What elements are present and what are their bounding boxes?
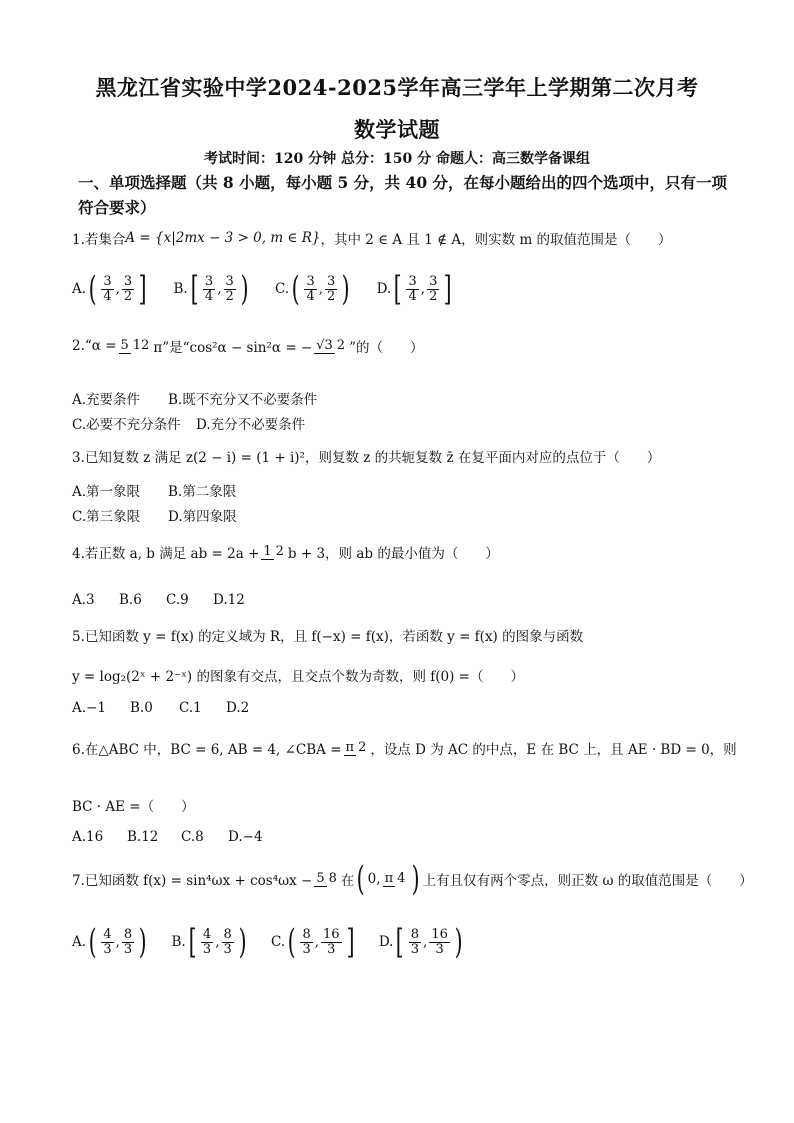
q7-middle: 在 — [340, 873, 355, 889]
q4-option-d: D.12 — [213, 592, 245, 608]
q1-options — [72, 269, 479, 309]
option-label: C. — [271, 934, 286, 950]
option-right-bracket: ] — [346, 922, 355, 962]
q7-zero: 0, — [367, 871, 381, 887]
q2-fraction — [119, 339, 152, 353]
option-left-bracket: ( — [88, 922, 97, 962]
q5-line2: y = log₂(2ˣ + 2⁻ˣ) 的图象有交点，且交点个数为奇数，则 f(0) =（ ） — [72, 669, 524, 685]
q6-prefix: 6.在△ABC 中，BC = 6, AB = 4, ∠CBA = — [72, 742, 342, 758]
option-right-bracket: ) — [240, 269, 249, 309]
option-right-bracket: ] — [138, 269, 147, 309]
exam-info: 考试时间：120 分钟 总分：150 分 命题人：高三数学备课组 — [204, 151, 590, 167]
option-label: D. — [378, 934, 394, 950]
q7-suffix: 上有且仅有两个零点，则正数 ω 的取值范围是（ ） — [422, 873, 753, 889]
option-comma: , — [423, 934, 428, 950]
option-upper-bound-den: 3 — [123, 941, 133, 957]
option-lower-bound-num: 4 — [202, 926, 212, 942]
q6-options — [72, 829, 263, 845]
option-lower-bound — [409, 928, 421, 957]
q4-suffix: b + 3，则 ab 的最小值为（ ） — [287, 546, 499, 562]
q1-option-c — [275, 269, 353, 309]
option-lower-bound-num: 8 — [302, 926, 311, 942]
option-left-bracket: [ — [393, 269, 402, 309]
option-upper-bound — [429, 928, 450, 957]
option-upper-bound-den: 2 — [123, 288, 133, 304]
option-comma: , — [115, 934, 120, 950]
q6-fraction — [344, 741, 369, 755]
option-lower-bound-den: 3 — [103, 941, 112, 957]
q5-option-b: B.0 — [130, 700, 153, 716]
q7-option-b — [171, 922, 249, 962]
option-comma: , — [217, 281, 222, 297]
q2-prefix: 2.“α = — [72, 338, 117, 354]
option-label: D. — [376, 281, 392, 297]
section-heading: 一、单项选择题（共 8 小题，每小题 5 分，共 40 分，在每小题给出的四个选项中，只有一项符合要求） — [78, 173, 728, 217]
option-left-bracket: [ — [190, 269, 199, 309]
q1-option-a — [72, 269, 149, 309]
option-upper-bound-num: 16 — [431, 926, 448, 942]
question-1 — [72, 228, 672, 248]
q2-option-a: A.充要条件 — [72, 392, 141, 408]
q1-option-d — [376, 269, 455, 309]
option-upper-bound-den: 3 — [327, 941, 336, 957]
option-label: A. — [72, 934, 87, 950]
option-lower-bound-den: 3 — [202, 941, 212, 957]
option-upper-bound-num: 8 — [123, 926, 133, 942]
q7-frac-num: 5 — [316, 871, 325, 886]
q4-fraction — [261, 545, 286, 559]
question-5-line2 — [72, 665, 524, 685]
q6-option-b: B.12 — [127, 829, 159, 845]
option-upper-bound — [325, 275, 337, 304]
option-lower-bound-den: 3 — [302, 941, 311, 957]
q5-option-c: C.1 — [179, 700, 202, 716]
option-upper-bound-den: 3 — [435, 941, 444, 957]
option-label: B. — [171, 934, 186, 950]
q3-option-d: D.第四象限 — [168, 509, 237, 525]
q4-frac-den: 2 — [275, 544, 284, 559]
option-upper-bound — [222, 928, 234, 957]
option-upper-bound-den: 2 — [429, 288, 438, 304]
option-label: B. — [173, 281, 188, 297]
q2-option-d: D.充分不必要条件 — [196, 417, 306, 433]
option-left-bracket: [ — [396, 922, 405, 962]
option-comma: , — [314, 934, 320, 950]
option-right-bracket: ) — [238, 922, 247, 962]
q7-option-d — [378, 922, 465, 962]
q7-option-c — [271, 922, 357, 962]
option-left-bracket: ( — [88, 269, 97, 309]
q4-options — [72, 592, 245, 608]
q7-frac-den: 8 — [328, 871, 337, 886]
option-lower-bound-num: 8 — [410, 926, 420, 942]
option-right-bracket: ] — [443, 269, 452, 309]
option-upper-bound-num: 16 — [323, 926, 340, 942]
q6-frac-den: 2 — [358, 740, 367, 755]
question-7 — [72, 859, 753, 899]
q3-options-row1 — [72, 480, 236, 500]
q7-left-paren: ( — [357, 859, 366, 899]
option-upper-bound-num: 3 — [327, 273, 336, 289]
option-upper-bound — [321, 928, 342, 957]
option-label: A. — [72, 281, 87, 297]
option-upper-bound-num: 8 — [223, 926, 232, 942]
q6-frac-num: π — [345, 740, 355, 755]
question-4 — [72, 542, 499, 562]
option-lower-bound-den: 4 — [103, 288, 112, 304]
exam-subtitle: 数学试题 — [354, 117, 440, 142]
q2-option-c: C.必要不充分条件 — [72, 417, 181, 433]
option-left-bracket: ( — [291, 269, 300, 309]
q3-option-a: A.第一象限 — [72, 484, 141, 500]
option-lower-bound-den: 4 — [306, 288, 315, 304]
q2-option-b: B.既不充分又不必要条件 — [168, 392, 318, 408]
q5-option-a: A.−1 — [72, 700, 106, 716]
q2-sqrt-den: 2 — [336, 338, 346, 353]
question-6 — [72, 738, 737, 758]
q2-sqrt-num: √3 — [316, 338, 333, 353]
option-comma: , — [318, 281, 324, 297]
question-6-line2 — [72, 795, 195, 815]
q2-suffix: ”的（ ） — [349, 340, 424, 356]
q4-frac-num: 1 — [263, 544, 272, 559]
option-lower-bound-den: 3 — [410, 941, 420, 957]
option-upper-bound — [427, 275, 439, 304]
q4-prefix: 4.若正数 a, b 满足 ab = 2a + — [72, 546, 260, 562]
option-left-bracket: [ — [188, 922, 197, 962]
q7-fraction — [314, 872, 339, 886]
q1-option-b — [173, 269, 251, 309]
q3-option-c: C.第三象限 — [72, 509, 141, 525]
option-lower-bound — [101, 275, 113, 304]
option-upper-bound-den: 3 — [223, 941, 232, 957]
q5-options — [72, 700, 249, 716]
option-comma: , — [115, 281, 120, 297]
q2-options-row1 — [72, 388, 317, 408]
q2-middle: π”是“cos²α − sin²α = − — [153, 340, 313, 356]
q6-option-a: A.16 — [72, 829, 104, 845]
option-upper-bound-den: 2 — [327, 288, 336, 304]
option-comma: , — [420, 281, 426, 297]
q7-int-den: 4 — [397, 871, 406, 886]
q6-option-d: D.−4 — [228, 829, 263, 845]
option-lower-bound — [406, 275, 418, 304]
q3-options-row2 — [72, 505, 237, 525]
q1-text: ，其中 2 ∈ A 且 1 ∉ A，则实数 m 的取值范围是（ ） — [320, 232, 672, 248]
exam-title: 黑龙江省实验中学2024-2025学年高三学年上学期第二次月考 — [95, 75, 699, 100]
q1-set: A = {x|2mx − 3 > 0, m ∈ R} — [125, 230, 321, 246]
question-3 — [72, 446, 660, 466]
option-lower-bound-den: 4 — [408, 288, 417, 304]
option-comma: , — [215, 934, 220, 950]
option-lower-bound — [201, 928, 213, 957]
q1-prefix: 1.若集合 — [72, 232, 126, 248]
q7-right-paren: ) — [412, 859, 421, 899]
option-left-bracket: ( — [287, 922, 296, 962]
q6-line2: BC · AE =（ ） — [72, 799, 195, 815]
option-right-bracket: ) — [454, 922, 463, 962]
q5-line1: 5.已知函数 y = f(x) 的定义域为 R，且 f(−x) = f(x)，若函数 y = f(x) 的图象与函数 — [72, 629, 584, 645]
option-upper-bound-num: 3 — [429, 273, 438, 289]
q4-option-c: C.9 — [166, 592, 189, 608]
q7-prefix: 7.已知函数 f(x) = sin⁴ωx + cos⁴ωx − — [72, 873, 313, 889]
option-right-bracket: ) — [341, 269, 350, 309]
q2-options-row2 — [72, 413, 305, 433]
q7-option-a — [72, 922, 149, 962]
option-lower-bound — [203, 275, 215, 304]
q4-option-b: B.6 — [119, 592, 142, 608]
option-lower-bound-den: 4 — [204, 288, 214, 304]
option-upper-bound — [122, 275, 134, 304]
q4-option-a: A.3 — [72, 592, 95, 608]
option-lower-bound — [304, 275, 316, 304]
option-lower-bound-num: 3 — [204, 273, 214, 289]
option-upper-bound-num: 3 — [225, 273, 234, 289]
q7-options — [72, 922, 487, 962]
option-upper-bound — [224, 275, 236, 304]
option-upper-bound-den: 2 — [225, 288, 234, 304]
q6-suffix: ，设点 D 为 AC 的中点，E 在 BC 上，且 AE · BD = 0，则 — [370, 742, 737, 758]
q5-option-d: D.2 — [226, 700, 250, 716]
q2-sqrt-fraction — [314, 339, 347, 353]
option-right-bracket: ) — [138, 922, 147, 962]
q3-text: 3.已知复数 z 满足 z(2 − i) = (1 + i)²，则复数 z 的共轭复数 z̄ 在复平面内对应的点位于（ ） — [72, 450, 661, 466]
question-5-line1 — [72, 625, 583, 645]
option-upper-bound — [122, 928, 134, 957]
q7-int-num: π — [384, 871, 394, 886]
q6-option-c: C.8 — [181, 829, 204, 845]
option-upper-bound-num: 3 — [123, 273, 133, 289]
q3-option-b: B.第二象限 — [168, 484, 237, 500]
option-lower-bound-num: 3 — [306, 273, 315, 289]
option-lower-bound — [300, 928, 312, 957]
q2-frac-den: 12 — [132, 338, 150, 353]
q2-frac-num: 5 — [120, 338, 129, 353]
option-lower-bound-num: 4 — [103, 926, 112, 942]
option-label: C. — [275, 281, 290, 297]
q7-interval-frac — [383, 872, 408, 886]
option-lower-bound-num: 3 — [408, 273, 417, 289]
question-2 — [72, 336, 423, 356]
option-lower-bound — [101, 928, 113, 957]
option-lower-bound-num: 3 — [103, 273, 112, 289]
